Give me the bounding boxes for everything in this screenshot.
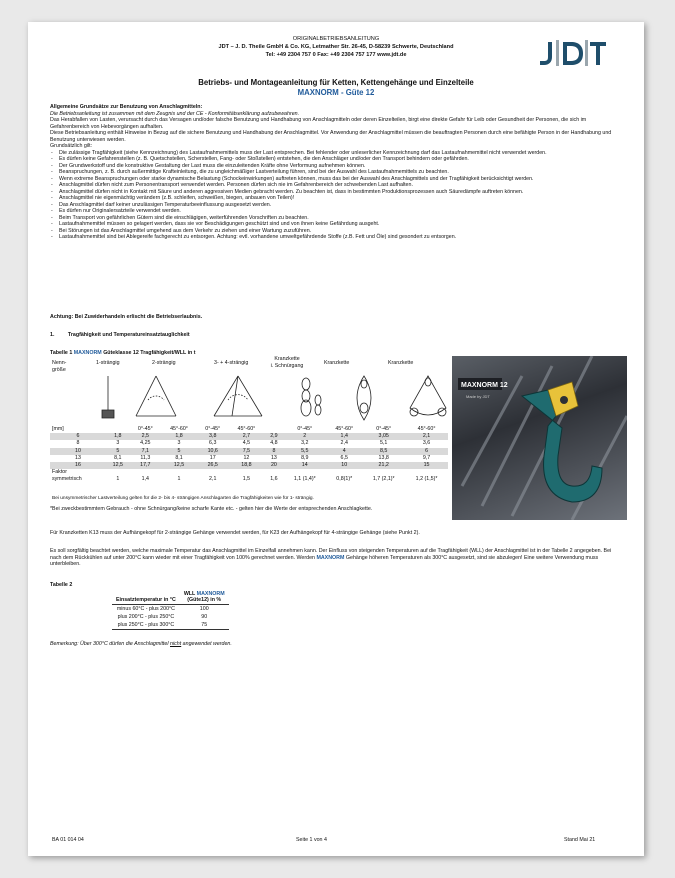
table-cell: 14: [283, 462, 326, 469]
bullet-item: - Bei Störungen ist das Anschlagmittel umgehend aus dem Verkehr zu ziehen und einer Wartung zuzuführen.: [50, 228, 622, 235]
caption-suffix: Güteklasse 12 Tragfähigkeit/WLL in t: [101, 350, 196, 356]
table-angle-row: [50, 426, 448, 433]
subtitle-brand: MAXNORM: [297, 88, 339, 97]
angle-cell: 0°-45°: [137, 426, 153, 432]
document-subtitle: [28, 88, 644, 97]
para-temp-text-a: Es soll sorgfältig beachtet werden, welche maximale Temperatur das Anschlagmittel im Einzelfall annehmen kann. Der Einfluss von steigenden Temperaturen auf die Tragfähigkeit (WLL) der Anschlagmittel ist in der Tabelle 2 angegeben. Bei nach dem Rückkühlen auf unter 200°C kann wieder mit einer Tragfähigkeit von 100% gerechnet werden. Werden: [50, 548, 612, 561]
table-cell: minus 60°C - plus 200°C: [116, 606, 175, 612]
bullet-item: - Die zulässige Tragfähigkeit (siehe Kennzeichnung) des Lastaufnahmemittels muss der Last entsprechen. Bei fehlender oder unleserlicher Kennzeichnung darf das Lastaufnahmemittel nicht verwendet werden.: [50, 150, 622, 157]
general-para-1: Das Herabfallen von Lasten, verursacht durch das Versagen und/oder falsche Benutzung und Handhabung von Anschlagmitteln oder deren Einzelteilen, birgt eine direkte Gefahr für Leib oder Gesundheit der Personen, die sich im Gefahrenbereich von Hebevorgängen aufhalten.: [50, 117, 587, 130]
table-cell: 4,25: [140, 440, 151, 447]
factor-cell: 1,5: [242, 476, 251, 483]
bullet-item: - Lastaufnahmemittel müssen so gelagert werden, dass sie vor Beschädigungen geschützt sind und von ihnen keine Gefährdung ausgeht.: [50, 221, 622, 228]
document-title: Betriebs- und Montageanleitung für Ketten, Kettengehänge und Einzelteile: [198, 78, 474, 87]
factor-label: Faktor: [52, 469, 68, 476]
table-cell: 6: [50, 433, 106, 440]
table-row: [112, 613, 229, 621]
table-cell: 10: [50, 448, 106, 455]
para-temperature: [50, 548, 622, 568]
table-cell: 12: [243, 454, 250, 461]
table-cell: 4,5: [242, 440, 251, 447]
para-endless-chains: Für Kranzketten K13 muss der Aufhängekopf für 2-strängige Gehänge verwendet werden, für K23 der Aufhängekopf für 4-strängige Gehänge (siehe Punkt 2).: [50, 530, 420, 536]
table-cell: 13: [270, 454, 277, 461]
wll-col-header: [180, 590, 229, 605]
table-row: [50, 448, 448, 455]
table-cell: 8: [265, 448, 284, 455]
table-cell: 1,4: [326, 433, 362, 440]
section-1-heading: [50, 332, 622, 339]
bullet-item: - Anschlagmittel nie eigenmächtig verändern (z.B. schleifen, schweißen, biegen, anbauen von Teilen)!: [50, 195, 622, 202]
general-heading: Allgemeine Grundsätze zur Benutzung von Anschlagmitteln:: [50, 104, 203, 110]
table-cell: 13,8: [378, 454, 389, 461]
table-cell: 90: [201, 614, 208, 620]
table-cell: 10: [326, 462, 362, 469]
table-cell: 3,6: [422, 440, 431, 447]
sling-diagrams: [88, 370, 448, 426]
table-cell: 5: [106, 448, 130, 455]
table-cell: 2: [283, 433, 326, 440]
table-cell: 16: [50, 462, 106, 469]
table-row: [50, 462, 448, 469]
table-cell: 7,1: [130, 448, 161, 455]
table-cell: 8,9: [301, 454, 309, 461]
factor-cell: 1: [116, 476, 120, 483]
angle-cell: 45°-60°: [170, 426, 188, 432]
table-row: [50, 455, 448, 462]
footer-doc-number: BA 01 014 04: [52, 837, 84, 843]
angle-cell: 0°-45°: [297, 426, 313, 432]
table-cell: 12,5: [106, 462, 130, 469]
wll-col-pre: WLL: [183, 591, 197, 597]
factor-cell: 1: [177, 476, 181, 483]
remark-pre: Bemerkung: Über 300°C dürfen die Anschlagmittel: [50, 641, 170, 647]
general-italic-note: Die Betriebsanleitung ist zusammen mit dem Zeugnis und der CE - Konformitätserklärung aufzubewahren.: [50, 110, 300, 117]
bullet-item: - Wenn extreme Beanspruchungen oder starke dynamische Belastung (Schockeinwirkungen) auftreten können, muss das bei der Auswahl des Anschlagmittels und der Tragfähigkeit berücksichtigt werden.: [50, 176, 622, 183]
table-cell: plus 250°C - plus 300°C: [112, 621, 180, 630]
table-cell: 20: [265, 462, 284, 469]
warning-text: Achtung: Bei Zuwiderhandeln erlischt die Betriebserlaubnis.: [50, 314, 203, 320]
wll-col-sub: (Güte12) in %: [187, 597, 222, 603]
photo-label: MAXNORM 12: [461, 382, 508, 389]
col-header-1-leg: 1-strängig: [96, 360, 120, 366]
bullet-item: - Es dürfen nur Originalersatzteile verwendet werden.: [50, 208, 622, 215]
para-temp-text-b: Gehänge höheren Temperaturen als 300°C ausgesetzt, sind sie abzulegen! Eine weitere Verwendung muss unterbleiben.: [50, 554, 599, 567]
table-cell: 100: [199, 606, 209, 612]
table-cell: 8: [76, 440, 80, 447]
general-principles: [50, 104, 622, 241]
factor-cell: 1,7 (2,1)*: [372, 476, 395, 483]
four-leg-icon: [214, 376, 262, 416]
bullet-item: - Anschlagmittel dürfen nicht zum Personentransport verwendet werden. Personen dürfen sich nie im Gefahrenbereich der schwebenden Last aufhalten.: [50, 182, 622, 189]
remark-underlined: nicht: [170, 641, 182, 647]
table-cell: 2,7: [228, 433, 264, 440]
table-cell: 2,4: [340, 440, 348, 447]
table-cell: 8,1: [114, 454, 122, 461]
product-photo: [452, 356, 627, 520]
table-cell: 5: [161, 448, 197, 455]
table-cell: 3: [116, 440, 120, 447]
table-cell: 3,8: [197, 433, 228, 440]
table-cell: 4: [326, 448, 362, 455]
temp-col-header: Einsatztemperatur in °C: [112, 590, 180, 605]
general-para-2: Diese Betriebsanleitung enthält Hinweise in Bezug auf die sichere Benutzung und Handhabung der Anschlagmittel. Vor Anwendung der Anschlagmittel müssen die beauftragten Personen durch eine befähigte Person in der Handhabung und Benutzung unterwiesen werden.: [50, 130, 612, 143]
table-cell: 5,5: [283, 448, 326, 455]
col-header-endless-2: Kranzkette: [388, 360, 414, 366]
table-cell: 3,2: [301, 440, 309, 447]
section-title: Tragfähigkeit und Temperatureinsatztauglichkeit: [67, 332, 190, 338]
endless-chain-icon: [357, 376, 371, 420]
table-row: [112, 621, 229, 630]
factor-label-2: symmetrisch: [52, 476, 82, 483]
caption-brand: MAXNORM: [73, 350, 102, 356]
table-cell: plus 200°C - plus 250°C: [117, 614, 175, 620]
header-line-3: Tel: +49 2304 757 0 Fax: +49 2304 757 177 www.jdt.de: [265, 51, 407, 58]
table-cell: 6,5: [340, 454, 348, 461]
angle-cell: 0°-45°: [376, 426, 392, 432]
bullet-item: - Es dürfen keine Gefahrenstellen (z. B. Quetschstellen, Scherstellen, Fang- oder Stoßstellen) entstehen, die den Anschläger und/oder den Transport behindern oder gefährden.: [50, 156, 622, 163]
caption-prefix: Tabelle 1: [50, 350, 74, 356]
table-cell: 3: [177, 440, 181, 447]
table-cell: 2,9: [265, 433, 284, 440]
bullet-item: - Lastaufnahmemittel sind bei Ablegereife fachgerecht zu entsorgen. Achtung: evtl. vorhandene umweltgefährdende Stoffe (z.B. Fett und Öle) sind gesondert zu entsorgen.: [50, 234, 622, 241]
one-leg-icon: [102, 376, 114, 418]
footer-page-number: Seite 1 von 4: [296, 837, 327, 843]
col-header-endless-1: Kranzkette: [324, 360, 350, 366]
col-header-choke: Kranzkette i. Schnürgang: [270, 356, 304, 369]
bullet-item: - Der Grundwerkstoff und die konstruktive Gestaltung der Last muss die einzuleitenden Kräfte ohne Verformung aufnehmen können.: [50, 163, 622, 170]
factor-cell: 0,8(1)*: [336, 476, 353, 483]
angle-cell: 45°-60°: [335, 426, 354, 432]
table-cell: 12,5: [161, 462, 197, 469]
footer-date: Stand Mai 21: [564, 837, 596, 843]
choke-chain-icon: [301, 378, 321, 416]
endless-chain-double-icon: [410, 376, 446, 416]
table-cell: 6: [405, 448, 448, 455]
bullet-item: - Das Anschlagmittel darf keiner unzulässigen Temperaturbeeinflussung ausgesetzt werden.: [50, 202, 622, 209]
table-cell: 21,2: [362, 462, 405, 469]
table-cell: 3,05: [362, 433, 405, 440]
table-cell: 17,7: [130, 462, 161, 469]
factor-cell: 1,4: [141, 476, 149, 483]
para-temp-brand: MAXNORM: [316, 554, 345, 561]
table-row: [112, 605, 229, 614]
bullet-item: - Anschlagmittel dürfen nicht in Kontakt mit Säure und anderen aggressiven Medien gebracht werden. Zu beachten ist, dass in bestimmten Produktionsprozessen auch Säuredämpfe auftreten können.: [50, 189, 622, 196]
unit-cell: [mm]: [52, 426, 64, 432]
header-line-1: ORIGINALBETRIEBSANLEITUNG: [292, 36, 380, 42]
table-2-remark: [50, 641, 622, 648]
table-cell: 13: [75, 454, 81, 461]
table-cell: 75: [180, 621, 229, 630]
angle-cell: 0°-45°: [205, 426, 221, 432]
table-cell: 8,1: [175, 454, 183, 461]
col-header-size: Nenn- größe: [52, 360, 67, 373]
col-header-3-4-leg: 3- + 4-strängig: [214, 360, 249, 366]
wll-table: [50, 426, 448, 484]
table-cell: 5,1: [380, 440, 388, 447]
general-intro: Grundsätzlich gilt:: [50, 143, 93, 149]
photo-sublabel: Made by JDT: [466, 394, 490, 399]
table-cell: 15: [405, 462, 448, 469]
table-2-header: [112, 590, 229, 605]
table-2-caption: Tabelle 2: [50, 582, 73, 588]
factor-row: [50, 469, 448, 476]
table-cell: 6,3: [209, 440, 217, 447]
asymmetric-note: Bei unsymmetrischer Lastverteilung gelten für die 2- bis 4- strängigen Anschlagarten die Tragfähigkeiten wie für 1- strängig.: [52, 496, 314, 501]
factor-cell: 1,2 (1,5)*: [415, 476, 438, 483]
jdt-logo: [538, 40, 608, 66]
temperature-table: [112, 590, 229, 630]
angle-cell: 45°-60°: [417, 426, 436, 432]
col-header-2-leg: 2-strängig: [152, 360, 176, 366]
table-cell: 11,3: [140, 454, 151, 461]
wll-col-brand: MAXNORM: [196, 591, 225, 597]
remark-post: angewendet werden.: [181, 641, 232, 647]
subtitle-grade: - Güte 12: [338, 88, 375, 97]
table-cell: 17: [209, 454, 216, 461]
table-cell: 8,5: [362, 448, 405, 455]
table-cell: 18,8: [228, 462, 264, 469]
factor-cell: 1,1 (1,4)*: [293, 476, 316, 483]
bullet-item: - Beanspruchungen, z. B. durch außermittige Krafteinleitung, die zu ungleichmäßiger Lastverteilung führen, sind bei der Auswahl des Lastaufnahmemittels zu beachten.: [50, 169, 622, 176]
table-cell: 2,5: [130, 433, 161, 440]
table-cell: 10,6: [197, 448, 228, 455]
table-cell: 4,8: [270, 440, 278, 447]
table-row: [50, 433, 448, 440]
factor-values-row: [50, 476, 448, 483]
factor-cell: 2,1: [209, 476, 217, 483]
table-1-footnote: *Bei zweckbestimmtem Gebrauch - ohne Schnürgang/keine scharfe Kante etc. - gelten hier die Werte der entsprechenden Anschlagkette.: [50, 506, 373, 512]
bullet-item: - Beim Transport von gefährlichen Gütern sind die einschlägigen, weiterführenden Vorschriften zu beachten.: [50, 215, 622, 222]
document-page: [28, 22, 644, 856]
table-row: [50, 440, 448, 447]
table-cell: 1,8: [161, 433, 197, 440]
two-leg-icon: [136, 376, 176, 416]
table-cell: 1,8: [106, 433, 130, 440]
table-cell: 9,7: [422, 454, 431, 461]
hook-image: [452, 356, 627, 520]
section-number: 1.: [50, 332, 55, 338]
factor-cell: 1,6: [270, 476, 278, 483]
header-line-2: JDT – J. D. Theile GmbH & Co. KG, Letmather Str. 26-45, D-58239 Schwerte, Deutschland: [218, 43, 454, 50]
table-cell: 7,5: [228, 448, 264, 455]
table-cell: 2,1: [405, 433, 448, 440]
table-cell: 26,5: [197, 462, 228, 469]
angle-cell: 45°-60°: [237, 426, 256, 432]
